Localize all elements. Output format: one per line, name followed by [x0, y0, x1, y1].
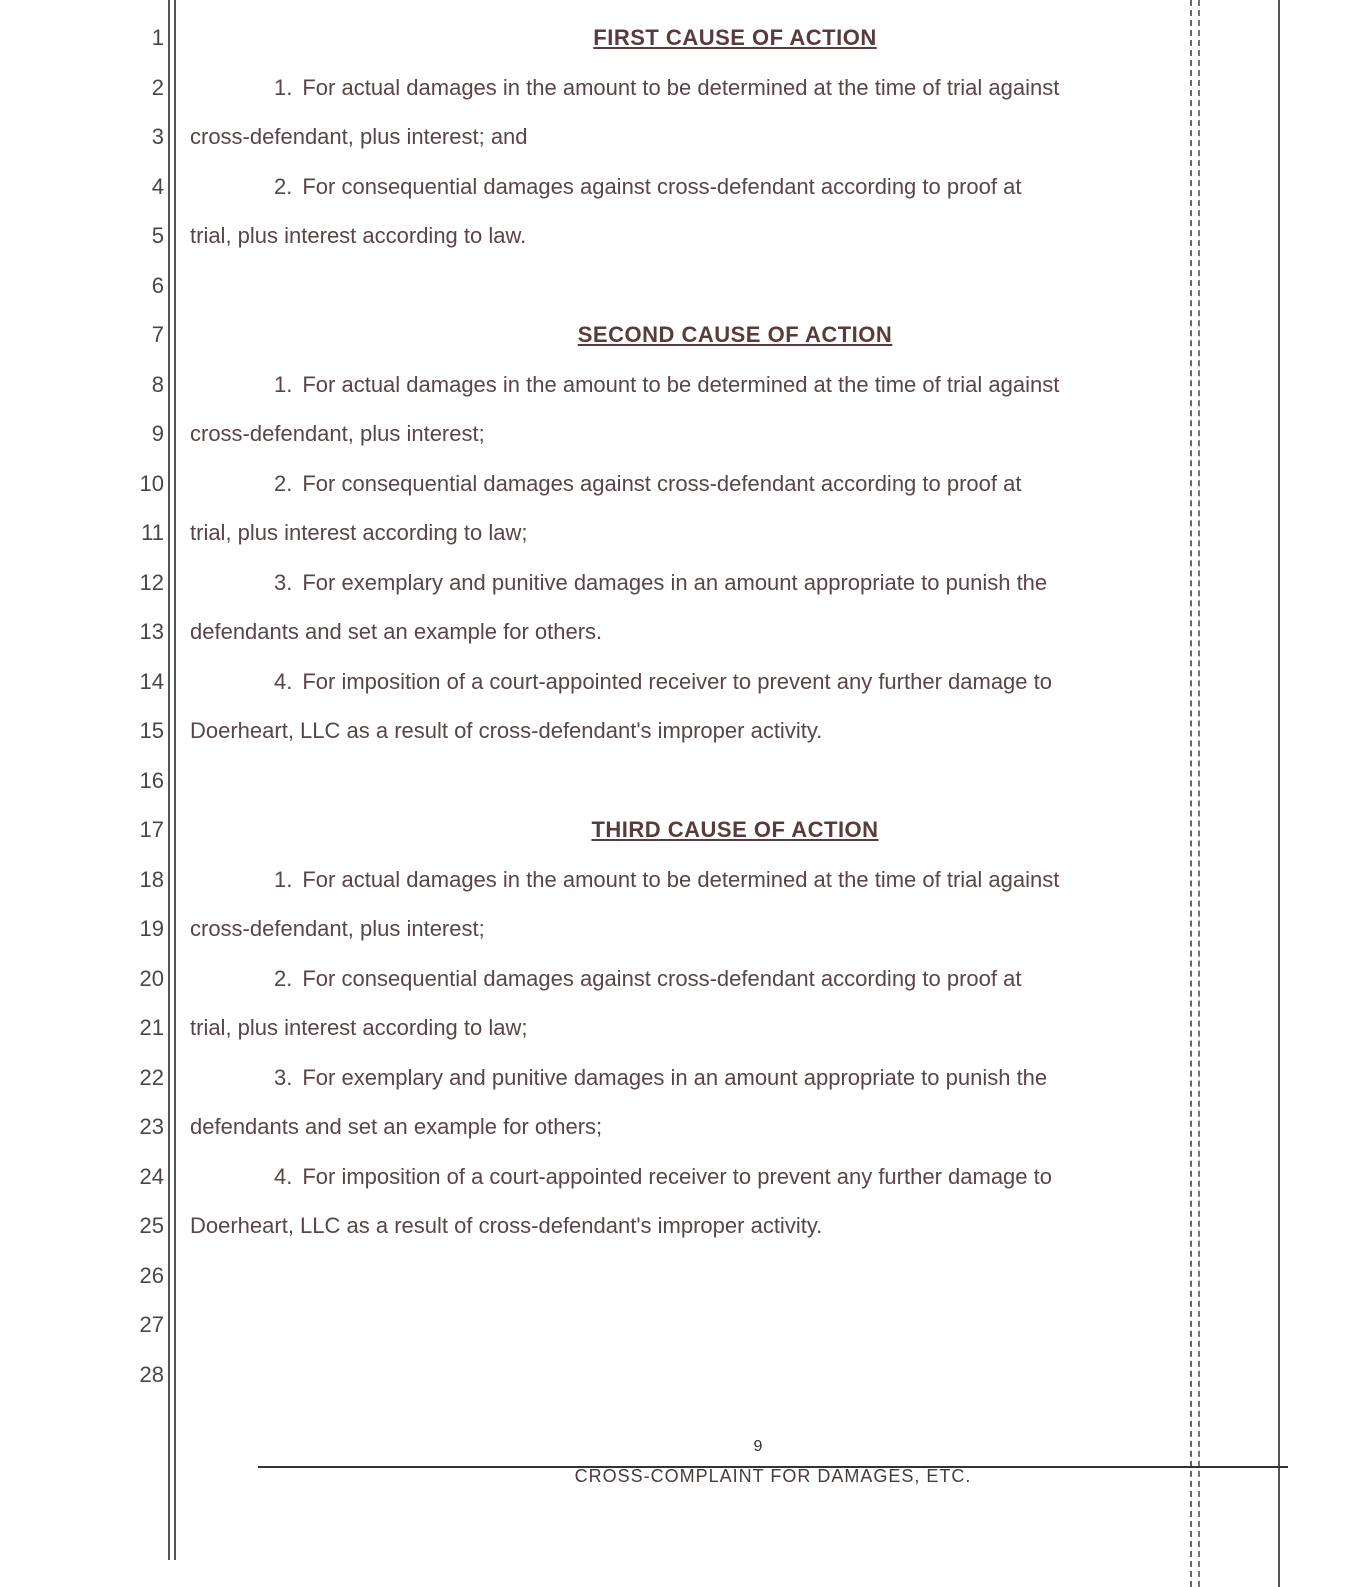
- item-number: 1.: [274, 866, 293, 892]
- item-number: 2.: [274, 470, 293, 496]
- page-footer: [258, 1438, 1288, 1487]
- first-cause-heading: FIRST CAUSE OF ACTION: [593, 25, 877, 50]
- item-continuation: defendants and set an example for others;: [190, 1114, 603, 1139]
- item-number: 3.: [274, 1064, 293, 1090]
- line-numbers: [120, 22, 164, 1408]
- line-number: 6: [151, 272, 164, 298]
- item-number: 4.: [274, 668, 293, 694]
- item-continuation: cross-defendant, plus interest; and: [190, 124, 528, 149]
- line-number: 19: [139, 916, 164, 941]
- line-number: 3: [151, 124, 164, 149]
- item-text: For imposition of a court-appointed receiver to prevent any further damage to: [302, 668, 1052, 694]
- item-text: For consequential damages against cross-defendant according to proof at: [302, 470, 1022, 496]
- footer-rule: [258, 1466, 1288, 1468]
- third-cause-item: [190, 1161, 1280, 1211]
- second-cause-item: [190, 567, 1280, 617]
- line-number: 7: [151, 322, 164, 347]
- first-cause-item: [190, 72, 1280, 122]
- item-text: For imposition of a court-appointed receiver to prevent any further damage to: [302, 1163, 1052, 1189]
- second-cause-item: [190, 666, 1280, 716]
- item-text: For exemplary and punitive damages in an amount appropriate to punish the: [302, 1064, 1048, 1090]
- line-number: 17: [139, 817, 164, 842]
- item-continuation: Doerheart, LLC as a result of cross-defendant's improper activity.: [190, 718, 823, 743]
- line-number: 2: [151, 74, 164, 100]
- line-number: 4: [151, 173, 164, 199]
- first-cause-item: [190, 171, 1280, 221]
- line-number: 15: [139, 718, 164, 743]
- line-number: 28: [139, 1361, 164, 1387]
- line-number: 14: [139, 668, 164, 694]
- blank-line: [190, 765, 1280, 815]
- item-number: 1.: [274, 371, 293, 397]
- item-text: For actual damages in the amount to be determined at the time of trial against: [302, 866, 1060, 892]
- line-number: 9: [151, 421, 164, 446]
- item-continuation: cross-defendant, plus interest;: [190, 916, 485, 941]
- line-number: 18: [139, 866, 164, 892]
- second-cause-heading: SECOND CAUSE OF ACTION: [577, 322, 893, 347]
- item-text: For consequential damages against cross-defendant according to proof at: [302, 965, 1022, 991]
- third-cause-item: [190, 864, 1280, 914]
- item-number: 2.: [274, 965, 293, 991]
- footer-title: CROSS-COMPLAINT FOR DAMAGES, ETC.: [574, 1466, 972, 1486]
- third-cause-item: [190, 1062, 1280, 1112]
- item-continuation: Doerheart, LLC as a result of cross-defendant's improper activity.: [190, 1213, 823, 1238]
- line-number: 22: [139, 1064, 164, 1090]
- item-text: For exemplary and punitive damages in an amount appropriate to punish the: [302, 569, 1048, 595]
- left-margin-rule: [168, 0, 170, 1560]
- item-continuation: trial, plus interest according to law;: [190, 1015, 528, 1040]
- item-text: For actual damages in the amount to be determined at the time of trial against: [302, 74, 1060, 100]
- line-number: 8: [151, 371, 164, 397]
- second-cause-item: [190, 369, 1280, 419]
- item-continuation: trial, plus interest according to law;: [190, 520, 528, 545]
- blank-line: [190, 270, 1280, 320]
- item-text: For actual damages in the amount to be determined at the time of trial against: [302, 371, 1060, 397]
- line-number: 27: [139, 1312, 164, 1337]
- line-number: 23: [139, 1114, 164, 1139]
- line-number: 10: [139, 470, 164, 496]
- line-number: 13: [139, 619, 164, 644]
- line-number: 21: [139, 1015, 164, 1040]
- line-number: 12: [139, 569, 164, 595]
- item-continuation: cross-defendant, plus interest;: [190, 421, 485, 446]
- line-number: 5: [151, 223, 164, 248]
- item-number: 2.: [274, 173, 293, 199]
- third-cause-heading: THIRD CAUSE OF ACTION: [591, 817, 879, 842]
- third-cause-item: [190, 963, 1280, 1013]
- item-number: 3.: [274, 569, 293, 595]
- line-number: 26: [139, 1262, 164, 1288]
- line-number: 24: [139, 1163, 164, 1189]
- line-number: 1: [151, 25, 164, 50]
- item-continuation: defendants and set an example for others.: [190, 619, 603, 644]
- document-body: [190, 22, 1280, 1260]
- line-number: 20: [139, 965, 164, 991]
- second-cause-item: [190, 468, 1280, 518]
- line-number: 25: [139, 1213, 164, 1238]
- line-number: 11: [141, 520, 164, 545]
- line-number: 16: [139, 767, 164, 793]
- left-margin-rule: [174, 0, 176, 1560]
- item-text: For consequential damages against cross-defendant according to proof at: [302, 173, 1022, 199]
- page-number: 9: [753, 1438, 763, 1455]
- item-continuation: trial, plus interest according to law.: [190, 223, 527, 248]
- item-number: 4.: [274, 1163, 293, 1189]
- item-number: 1.: [274, 74, 293, 100]
